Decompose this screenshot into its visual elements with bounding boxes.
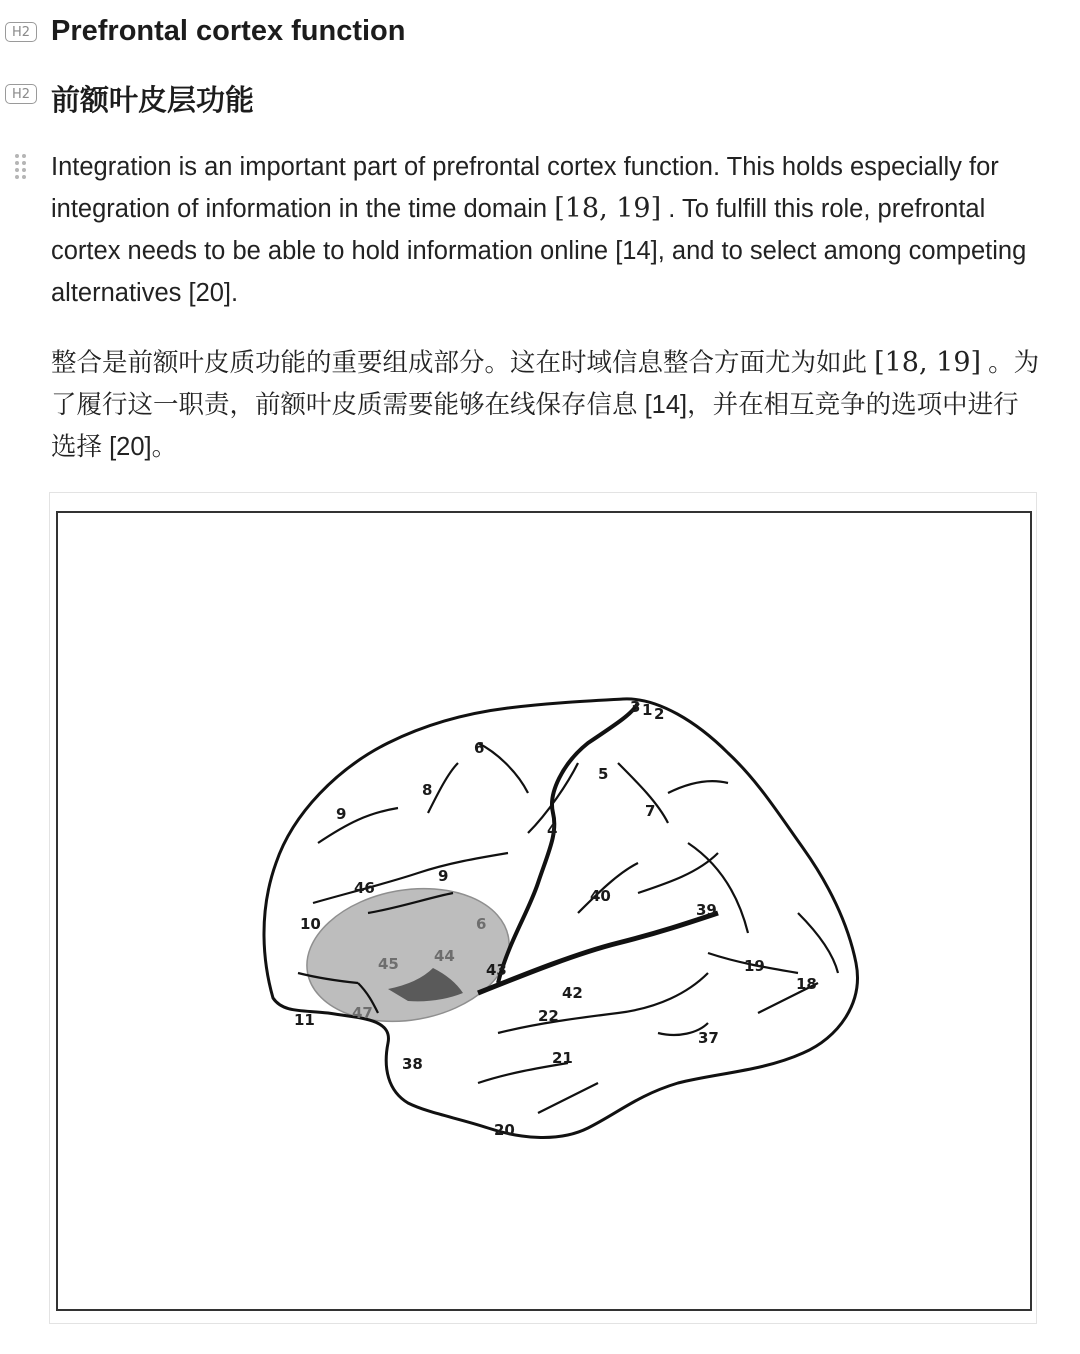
- area-label: 3: [630, 698, 641, 716]
- area-label: 19: [744, 957, 765, 975]
- paragraph-chinese-text-2: 。为了履行这一职责，前额叶皮质需要能够在线保存信息 [14]，并在相互竞争的选项中进行选择 [20]。: [51, 349, 1040, 461]
- area-label: 9: [438, 867, 449, 885]
- area-label: 39: [696, 901, 717, 919]
- area-label: 5: [598, 765, 609, 783]
- area-label: 38: [402, 1055, 423, 1073]
- area-label: 20: [494, 1121, 515, 1139]
- area-label: 11: [294, 1011, 315, 1029]
- citation-math: [18, 19]: [874, 347, 982, 378]
- area-label: 42: [562, 984, 583, 1002]
- area-label: 1: [642, 701, 653, 719]
- area-label: 22: [538, 1007, 559, 1025]
- area-label: 6: [474, 739, 485, 757]
- paragraph-english-text-1: Integration is an important part of prefrontal cortex function. This holds especially for integration of information in the time domain: [51, 153, 999, 223]
- paragraph-english[interactable]: [51, 146, 1041, 314]
- area-label: 44: [434, 947, 455, 965]
- area-label: 9: [336, 805, 347, 823]
- area-label: 37: [698, 1029, 719, 1047]
- heading-title-en: Prefrontal cortex function: [51, 15, 406, 47]
- heading-title-zh: 前额叶皮层功能: [51, 85, 255, 117]
- area-label: 21: [552, 1049, 573, 1067]
- paragraph-chinese[interactable]: [51, 342, 1041, 468]
- area-label: 46: [354, 879, 375, 897]
- area-label: 10: [300, 915, 321, 933]
- citation-math: [18, 19]: [554, 193, 662, 224]
- sylvian-fissure: [478, 913, 718, 993]
- heading-level-badge[interactable]: H2: [5, 22, 37, 42]
- figure-image-block[interactable]: [49, 492, 1037, 1324]
- heading-level-badge[interactable]: H2: [5, 84, 37, 104]
- drag-handle-icon[interactable]: [12, 152, 34, 184]
- area-label: 8: [422, 781, 433, 799]
- area-label: 47: [352, 1004, 373, 1022]
- brain-lateral-view-diagram: [58, 513, 1030, 1309]
- area-label: 7: [645, 802, 656, 820]
- area-label: 2: [654, 705, 665, 723]
- brain-figure: [56, 511, 1032, 1311]
- paragraph-english-text-2: . To fulfill this role, prefrontal cortex needs to be able to hold information online [14], and to select among competing alternatives [20].: [51, 195, 1027, 307]
- paragraph-chinese-text-1: 整合是前额叶皮质功能的重要组成部分。这在时域信息整合方面尤为如此: [51, 349, 875, 377]
- area-label: 4: [547, 821, 558, 839]
- area-label: 43: [486, 961, 507, 979]
- area-label: 45: [378, 955, 399, 973]
- area-label: 40: [590, 887, 611, 905]
- area-label: 18: [796, 975, 817, 993]
- area-label: 6: [476, 915, 487, 933]
